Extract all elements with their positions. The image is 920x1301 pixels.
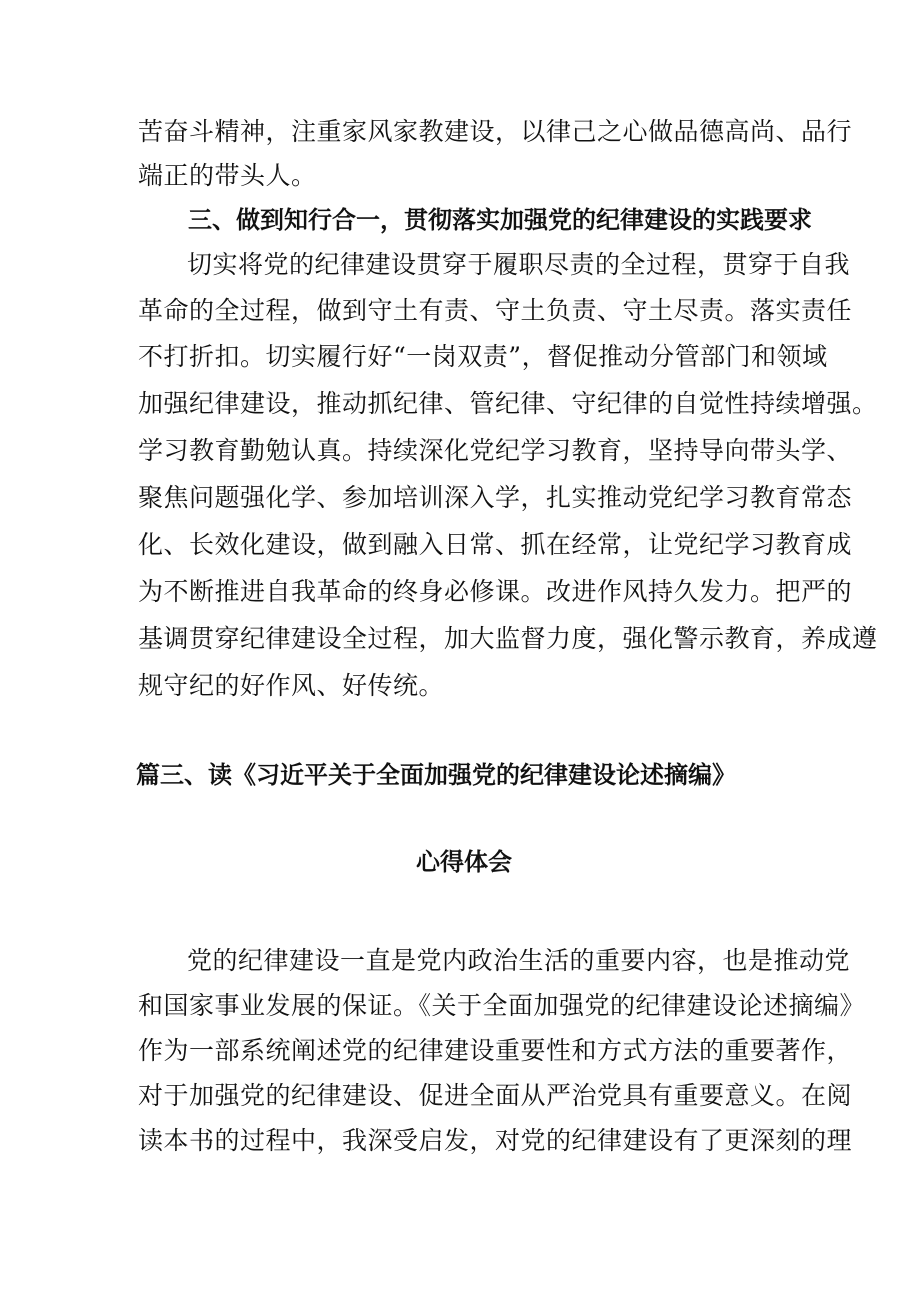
body-line: 基调贯穿纪律建设全过程，加大监督力度，强化警示教育，养成遵 (138, 624, 878, 653)
body-line: 苦奋斗精神，注重家风家教建设，以律己之心做品德高尚、品行 (138, 117, 853, 146)
body-line: 化、长效化建设，做到融入日常、抓在经常，让党纪学习教育成 (138, 530, 853, 559)
body-line: 端正的带头人。 (138, 161, 317, 190)
body-line: 党的纪律建设一直是党内政治生活的重要内容，也是推动党 (187, 946, 851, 975)
body-line: 加强纪律建设，推动抓纪律、管纪律、守纪律的自觉性持续增强。 (138, 389, 878, 418)
body-line: 作为一部系统阐述党的纪律建设重要性和方式方法的重要著作， (138, 1036, 853, 1065)
section-heading: 三、做到知行合一，贯彻落实加强党的纪律建设的实践要求 (188, 206, 812, 234)
body-line: 聚焦问题强化学、参加培训深入学，扎实推动党纪学习教育常态 (138, 483, 853, 512)
chapter-subtitle: 心得体会 (416, 848, 512, 876)
body-line: 学习教育勤勉认真。持续深化党纪学习教育，坚持导向带头学、 (138, 436, 853, 465)
body-line: 读本书的过程中，我深受启发，对党的纪律建设有了更深刻的理 (138, 1126, 853, 1155)
body-line: 和国家事业发展的保证。《关于全面加强党的纪律建设论述摘编》 (138, 991, 866, 1020)
body-line: 对于加强党的纪律建设、促进全面从严治党具有重要意义。在阅 (138, 1081, 853, 1110)
body-line: 切实将党的纪律建设贯穿于履职尽责的全过程，贯穿于自我 (187, 250, 851, 279)
body-line: 革命的全过程，做到守土有责、守土负责、守土尽责。落实责任 (138, 296, 853, 325)
body-line: 不打折扣。切实履行好“一岗双责”，督促推动分管部门和领域 (138, 342, 828, 371)
chapter-title: 篇三、读《习近平关于全面加强党的纪律建设论述摘编》 (136, 761, 736, 789)
body-line: 为不断推进自我革命的终身必修课。改进作风持久发力。把严的 (138, 577, 853, 606)
body-line: 规守纪的好作风、好传统。 (138, 671, 445, 700)
